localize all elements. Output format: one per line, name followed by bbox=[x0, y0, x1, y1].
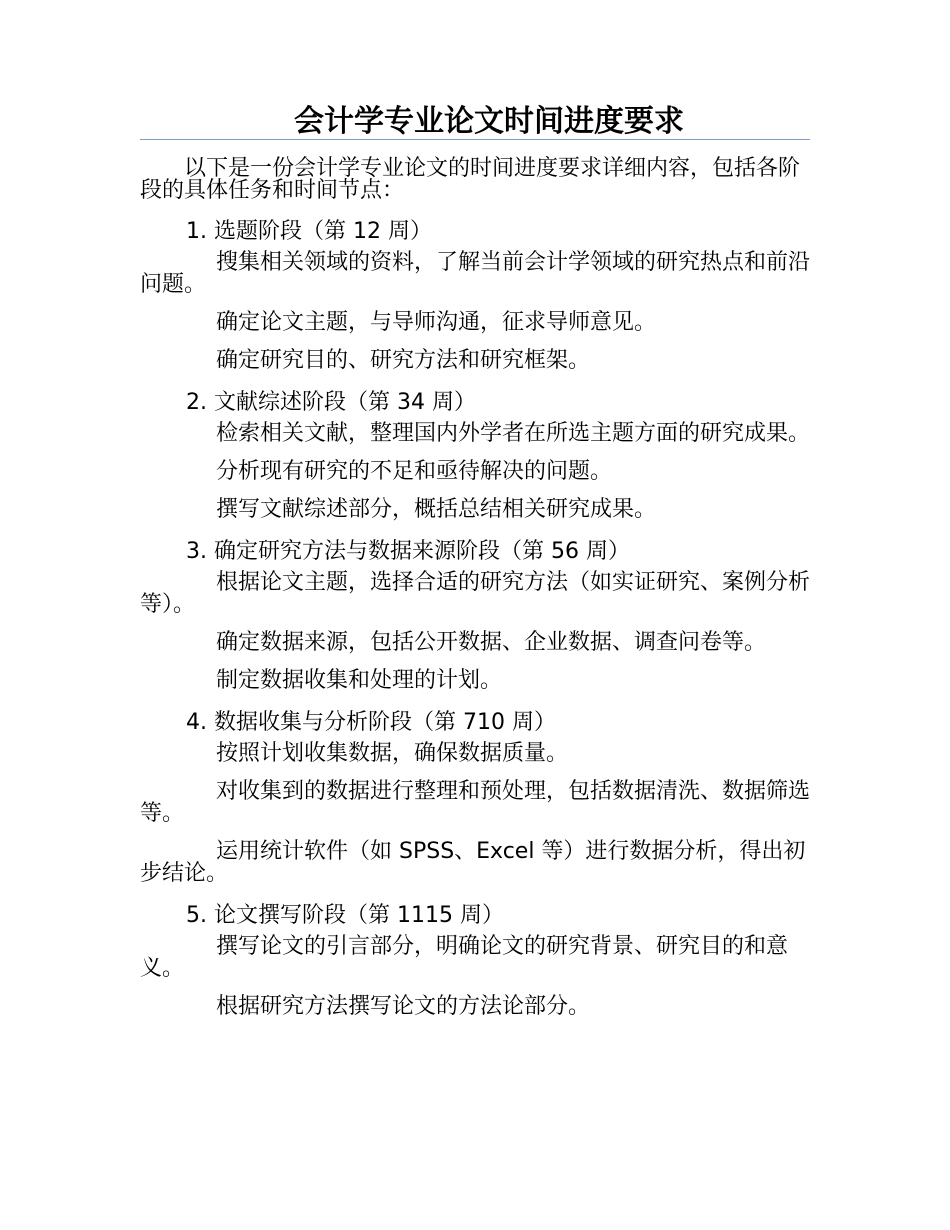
document-body bbox=[140, 158, 810, 1034]
stage-heading: 2. 文献综述阶段（第 34 周） bbox=[186, 390, 476, 415]
stage-item: 搜集相关领域的资料，了解当前会计学领域的研究热点和前沿问题。 bbox=[140, 250, 811, 297]
stage-item: 检索相关文献，整理国内外学者在所选主题方面的研究成果。 bbox=[216, 421, 811, 446]
stage-item: 撰写文献综述部分，概括总结相关研究成果。 bbox=[216, 497, 657, 522]
stage-item: 运用统计软件（如 SPSS、Excel 等）进行数据分析，得出初步结论。 bbox=[140, 839, 806, 886]
stage-item: 对收集到的数据进行整理和预处理，包括数据清洗、数据筛选等。 bbox=[140, 779, 811, 826]
stage-item: 根据论文主题，选择合适的研究方法（如实证研究、案例分析等）。 bbox=[140, 570, 811, 617]
document-title: 会计学专业论文时间进度要求 bbox=[294, 104, 684, 139]
stage-heading: 5. 论文撰写阶段（第 1115 周） bbox=[186, 903, 504, 928]
stage-item: 制定数据收集和处理的计划。 bbox=[216, 668, 503, 693]
stage-heading: 4. 数据收集与分析阶段（第 710 周） bbox=[186, 710, 556, 735]
stage-item: 根据研究方法撰写论文的方法论部分。 bbox=[216, 994, 591, 1019]
title-underline bbox=[140, 139, 810, 140]
stage-item: 撰写论文的引言部分，明确论文的研究背景、研究目的和意义。 bbox=[140, 934, 789, 981]
stage-heading: 3. 确定研究方法与数据来源阶段（第 56 周） bbox=[186, 539, 630, 564]
intro-paragraph: 以下是一份会计学专业论文的时间进度要求详细内容，包括各阶段的具体任务和时间节点： bbox=[140, 156, 801, 203]
stage-item: 按照计划收集数据，确保数据质量。 bbox=[216, 741, 569, 766]
stage-item: 确定论文主题，与导师沟通，征求导师意见。 bbox=[216, 310, 657, 335]
stage-item: 确定研究目的、研究方法和研究框架。 bbox=[216, 348, 591, 373]
stage-item: 确定数据来源，包括公开数据、企业数据、调查问卷等。 bbox=[216, 630, 767, 655]
stage-heading: 1. 选题阶段（第 12 周） bbox=[186, 219, 432, 244]
stage-item: 分析现有研究的不足和亟待解决的问题。 bbox=[216, 459, 613, 484]
